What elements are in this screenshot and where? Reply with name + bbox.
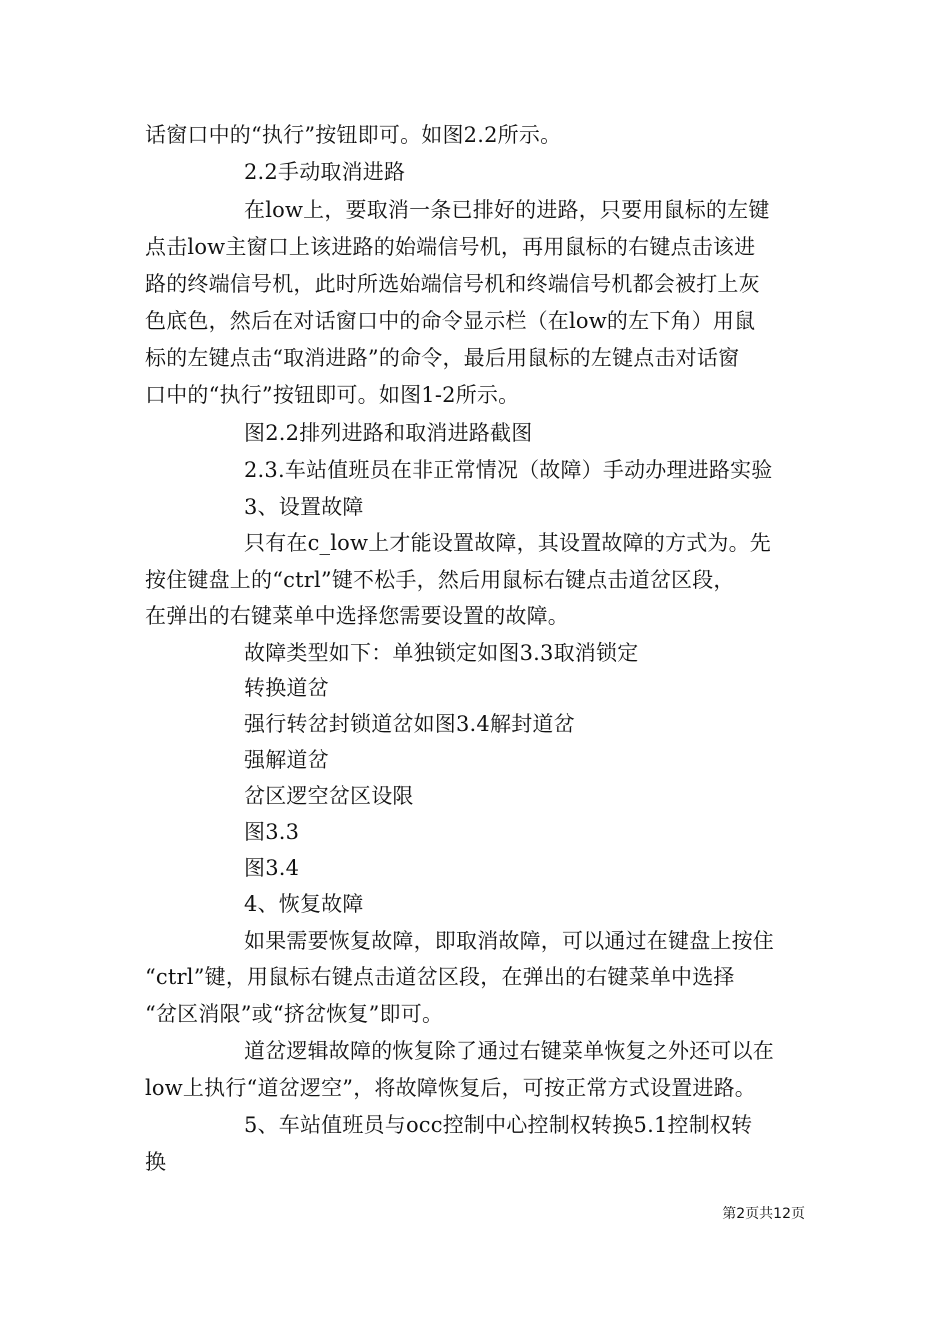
section-heading: 5、车站值班员与occ控制中心控制权转换5.1控制权转 bbox=[244, 1113, 753, 1137]
section-heading: 2.3.车站值班员在非正常情况（故障）手动办理进路实验 bbox=[244, 458, 773, 482]
text-line: “ctrl”键，用鼠标右键点击道岔区段，在弹出的右键菜单中选择 bbox=[145, 965, 735, 989]
text-line: 强解道岔 bbox=[244, 748, 329, 772]
text-line: 按住键盘上的“ctrl”键不松手，然后用鼠标右键点击道岔区段， bbox=[145, 568, 735, 592]
text-line: 色底色，然后在对话窗口中的命令显示栏（在low的左下角）用鼠 bbox=[145, 309, 756, 333]
figure-caption: 图3.4 bbox=[244, 856, 300, 880]
text-line: 如果需要恢复故障，即取消故障，可以通过在键盘上按住 bbox=[244, 929, 774, 953]
text-line: 岔区逻空岔区设限 bbox=[244, 784, 414, 808]
text-line: “岔区消限”或“挤岔恢复”即可。 bbox=[145, 1002, 444, 1026]
section-heading: 4、恢复故障 bbox=[244, 892, 364, 916]
text-line: 只有在c_low上才能设置故障，其设置故障的方式为。先 bbox=[244, 531, 771, 555]
text-line: 在low上，要取消一条已排好的进路，只要用鼠标的左键 bbox=[244, 198, 770, 222]
text-line: 道岔逻辑故障的恢复除了通过右键菜单恢复之外还可以在 bbox=[244, 1039, 774, 1063]
section-heading: 2.2手动取消进路 bbox=[244, 160, 406, 184]
text-line: 点击low主窗口上该进路的始端信号机，再用鼠标的右键点击该进 bbox=[145, 235, 756, 259]
text-line: 转换道岔 bbox=[244, 676, 329, 700]
text-line: 故障类型如下：单独锁定如图3.3取消锁定 bbox=[244, 641, 639, 665]
text-line: 路的终端信号机，此时所选始端信号机和终端信号机都会被打上灰 bbox=[145, 272, 760, 296]
text-line: 换 bbox=[145, 1150, 167, 1174]
text-line: 话窗口中的“执行”按钮即可。如图2.2所示。 bbox=[145, 123, 562, 147]
text-line: 口中的“执行”按钮即可。如图1-2所示。 bbox=[145, 383, 520, 407]
text-line: 在弹出的右键菜单中选择您需要设置的故障。 bbox=[145, 604, 569, 628]
text-line: 强行转岔封锁道岔如图3.4解封道岔 bbox=[244, 712, 575, 736]
page-number: 第2页共12页 bbox=[722, 1206, 805, 1222]
text-line: 标的左键点击“取消进路”的命令，最后用鼠标的左键点击对话窗 bbox=[145, 346, 740, 370]
figure-caption: 图3.3 bbox=[244, 820, 300, 844]
text-line: low上执行“道岔逻空”，将故障恢复后，可按正常方式设置进路。 bbox=[145, 1076, 757, 1100]
figure-caption: 图2.2排列进路和取消进路截图 bbox=[244, 421, 533, 445]
section-heading: 3、设置故障 bbox=[244, 495, 364, 519]
